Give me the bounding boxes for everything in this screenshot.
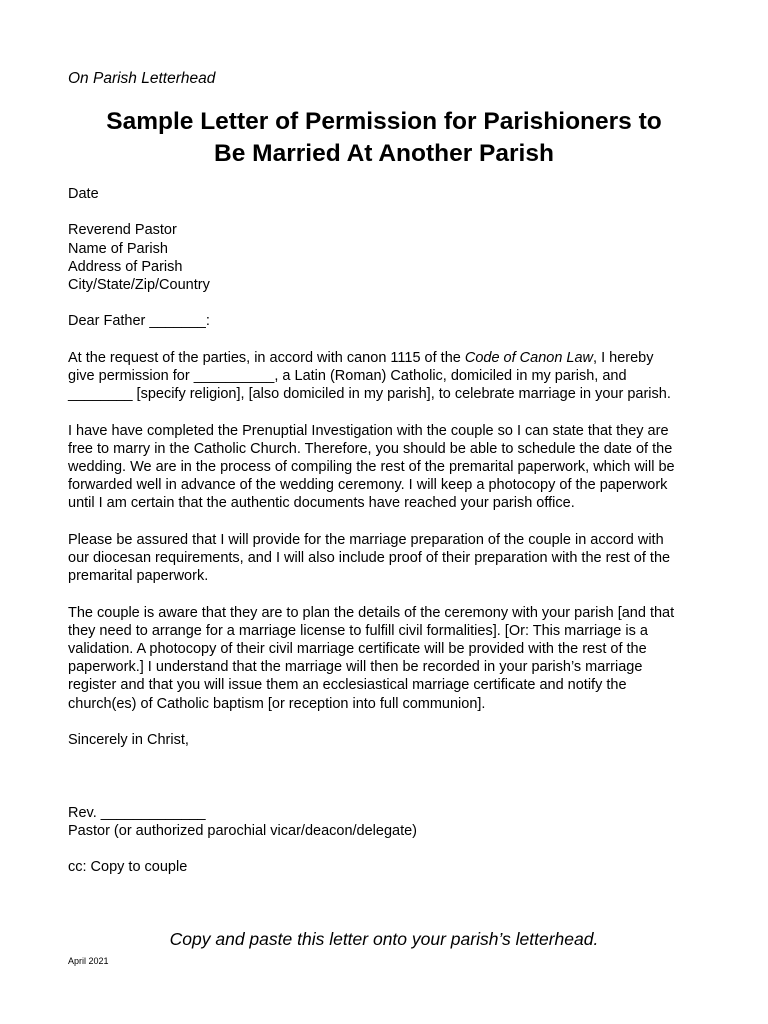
code-of-canon-law-title: Code of Canon Law — [464, 349, 594, 366]
signature-line: Rev. _____________ — [68, 804, 206, 821]
paragraph-ceremony-line: they need to arrange for a marriage license to fulfill civil formalities]. [Or: This marriage is a — [68, 622, 648, 639]
recipient-line-3: Address of Parish — [68, 258, 183, 275]
paragraph-preparation — [68, 531, 708, 586]
canon-reference-text: At the request of the parties, in accord with canon 1115 of the — [68, 349, 465, 366]
title-line-1: Sample Letter of Permission for Parishioners to — [106, 108, 662, 135]
signature-title: Pastor (or authorized parochial vicar/deacon/delegate) — [68, 822, 418, 839]
paragraph-investigation-line: forwarded well in advance of the wedding ceremony. I will keep a photocopy of the paperwork — [68, 477, 668, 494]
paragraph-ceremony-line: register and that you will issue them an ecclesiastical marriage certificate and notify the — [68, 677, 627, 694]
paragraph-permission-line-3: ________ [specify religion], [also domiciled in my parish], to celebrate marriage in your parish. — [68, 386, 671, 403]
paragraph-ceremony-line: church(es) of Catholic baptism [or reception into full communion]. — [68, 695, 486, 712]
recipient-line-1: Reverend Pastor — [68, 222, 177, 239]
title-line-2: Be Married At Another Parish — [214, 140, 554, 167]
paragraph-ceremony — [68, 604, 708, 713]
paragraph-preparation-line: Please be assured that I will provide for the marriage preparation of the couple in accord with — [68, 531, 664, 548]
paragraph-investigation-line: free to marry in the Catholic Church. Therefore, you should be able to schedule the date of the — [68, 440, 673, 457]
signature-block — [68, 804, 708, 840]
paragraph-ceremony-line: The couple is aware that they are to plan the details of the ceremony with your parish [and that — [68, 604, 675, 621]
footer-instruction: Copy and paste this letter onto your parish’s letterhead. — [169, 929, 599, 949]
recipient-line-2: Name of Parish — [68, 240, 168, 257]
paragraph-ceremony-line: paperwork.] I understand that the marriage will then be recorded in your parish’s marriage — [68, 659, 643, 676]
paragraph-investigation — [68, 422, 708, 513]
letterhead-note: On Parish Letterhead — [68, 70, 216, 87]
cc-line: cc: Copy to couple — [68, 859, 188, 876]
paragraph-permission-line-1 — [68, 349, 708, 367]
date-label: Date — [68, 186, 99, 202]
paragraph-investigation-line: wedding. We are in the process of compiling the rest of the premarital paperwork, which will be — [68, 458, 675, 475]
paragraph-investigation-line: I have have completed the Prenuptial Investigation with the couple so I can state that they are — [68, 422, 669, 439]
recipient-block — [68, 221, 708, 294]
paragraph-permission — [68, 349, 708, 404]
paragraph-preparation-line: premarital paperwork. — [68, 568, 209, 585]
letter-title — [40, 106, 728, 170]
revision-date: April 2021 — [68, 956, 109, 966]
paragraph-permission-line-2: give permission for __________, a Latin (Roman) Catholic, domiciled in my parish, and — [68, 367, 627, 384]
closing: Sincerely in Christ, — [68, 731, 189, 748]
letter-body — [68, 185, 708, 877]
paragraph-ceremony-line: validation. A photocopy of their civil marriage certificate will be provided with the rest of the — [68, 640, 647, 657]
paragraph-preparation-line: our diocesan requirements, and I will also include proof of their preparation with the rest of the — [68, 549, 671, 566]
recipient-line-4: City/State/Zip/Country — [68, 277, 210, 293]
paragraph-investigation-line: until I am certain that the authentic documents have reached your parish office. — [68, 495, 575, 512]
canon-reference-text-end: , I hereby — [593, 349, 654, 366]
salutation: Dear Father _______: — [68, 313, 210, 330]
